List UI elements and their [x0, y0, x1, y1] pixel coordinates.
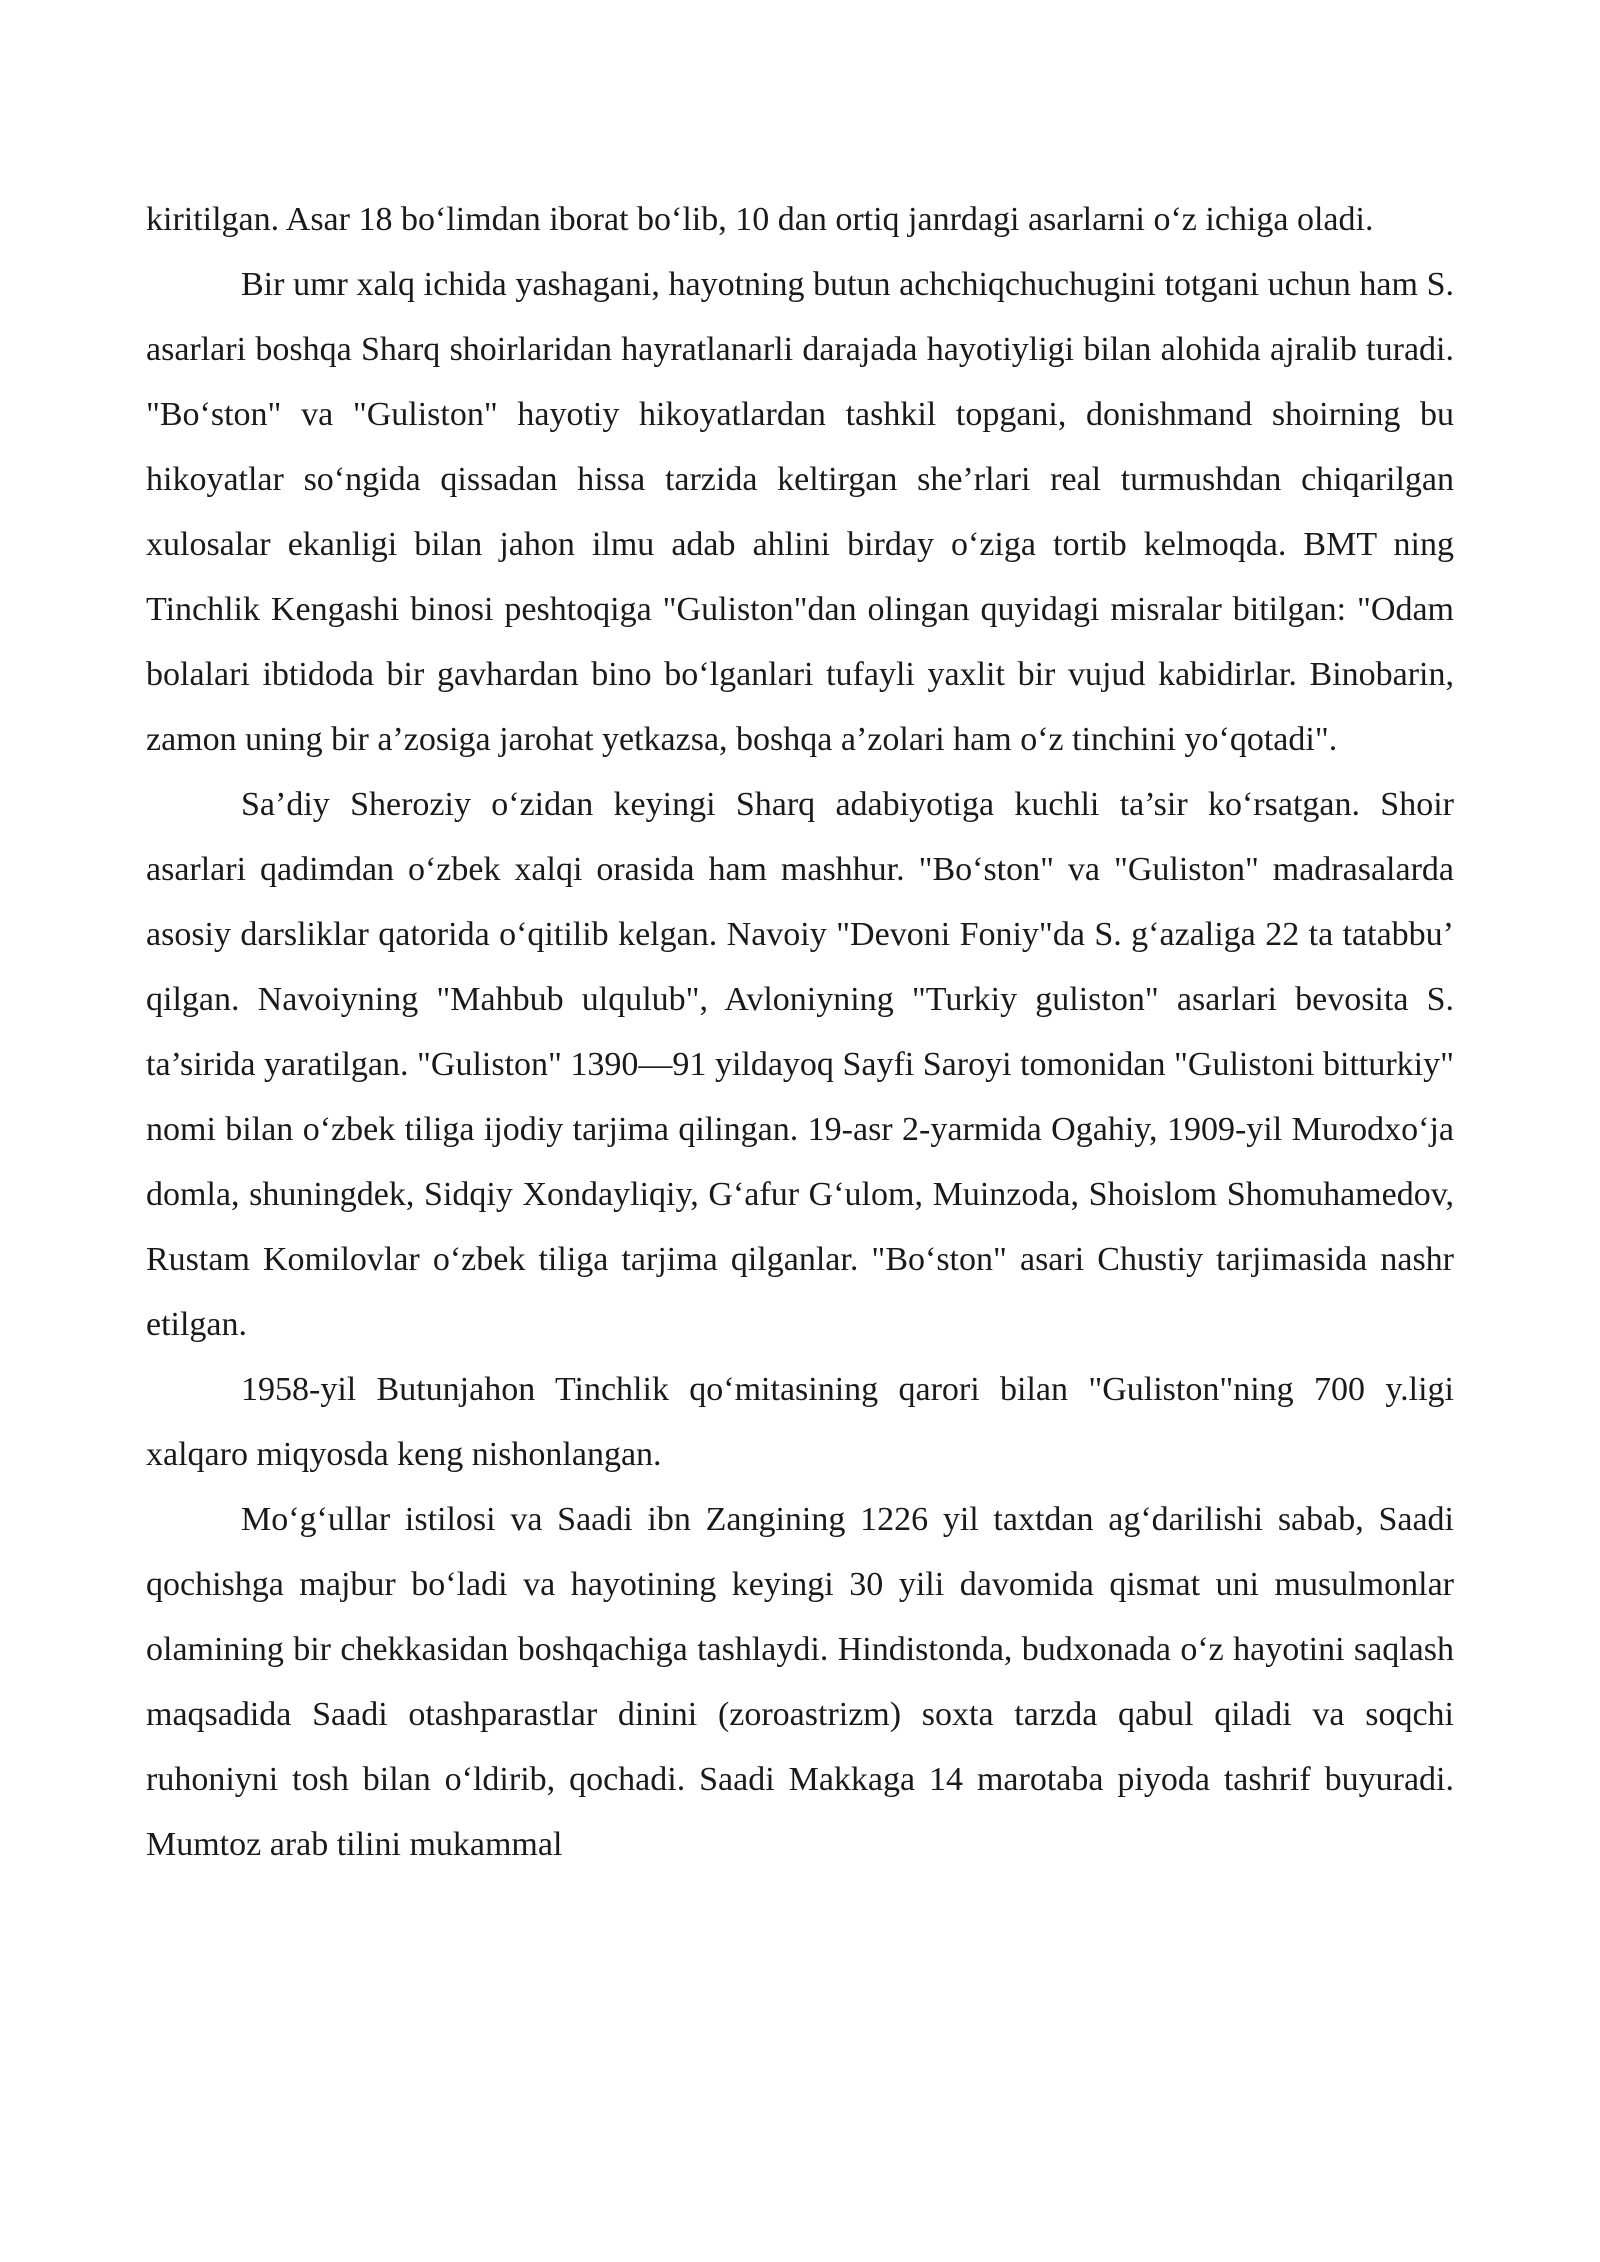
paragraph-3: Sa’diy Sheroziy o‘zidan keyingi Sharq adabiyotiga kuchli ta’sir ko‘rsatgan. Shoir asarlari qadimdan o‘zbek xalqi orasida ham mashhur. "Bo‘ston" va "Guliston" madrasalarda asosiy darsliklar qatorida o‘qitilib kelgan. Navoiy "Devoni Foniy"da S. g‘azaliga 22 ta tatabbu’ qilgan. Navoiyning "Mahbub ulqulub", Avloniyning "Turkiy guliston" asarlari bevosita S. ta’sirida yaratilgan. "Guliston" 1390—91 yildayoq Sayfi Saroyi tomonidan "Gulistoni bitturkiy" nomi bilan o‘zbek tiliga ijodiy tarjima qilingan. 19-asr 2-yarmida Ogahiy, 1909-yil Murodxo‘ja domla, shuningdek, Sidqiy Xondayliqiy, G‘afur G‘ulom, Muinzoda, Shoislom Shomuhamedov, Rustam Komilovlar o‘zbek tiliga tarjima qilganlar. "Bo‘ston" asari Chustiy tarjimasida nashr etilgan.: [146, 786, 1454, 1343]
paragraph-1: kiritilgan. Asar 18 bo‘limdan iborat bo‘lib, 10 dan ortiq janrdagi asarlarni o‘z ichiga oladi.: [146, 201, 1374, 238]
document-page: [146, 187, 1454, 1877]
paragraph-5: Mo‘g‘ullar istilosi va Saadi ibn Zangining 1226 yil taxtdan ag‘darilishi sabab, Saadi qochishga majbur bo‘ladi va hayotining keyingi 30 yili davomida qismat uni musulmonlar olamining bir chekkasidan boshqachiga tashlaydi. Hindistonda, budxonada o‘z hayotini saqlash maqsadida Saadi otashparastlar dinini (zoroastrizm) soxta tarzda qabul qiladi va soqchi ruhoniyni tosh bilan o‘ldirib, qochadi. Saadi Makkaga 14 marotaba piyoda tashrif buyuradi. Mumtoz arab tilini mukammal: [146, 1501, 1454, 1863]
paragraph-4: 1958-yil Butunjahon Tinchlik qo‘mitasining qarori bilan "Guliston"ning 700 y.ligi xalqaro miqyosda keng nishonlangan.: [146, 1371, 1454, 1473]
paragraph-2: Bir umr xalq ichida yashagani, hayotning butun achchiqchuchugini totgani uchun ham S. asarlari boshqa Sharq shoirlaridan hayratlanarli darajada hayotiyligi bilan alohida ajralib turadi. "Bo‘ston" va "Guliston" hayotiy hikoyatlardan tashkil topgani, donishmand shoirning bu hikoyatlar so‘ngida qissadan hissa tarzida keltirgan she’rlari real turmushdan chiqarilgan xulosalar ekanligi bilan jahon ilmu adab ahlini birday o‘ziga tortib kelmoqda. BMT ning Tinchlik Kengashi binosi peshtoqiga "Guliston"dan olingan quyidagi misralar bitilgan: "Odam bolalari ibtidoda bir gavhardan bino bo‘lganlari tufayli yaxlit bir vujud kabidirlar. Binobarin, zamon uning bir a’zosiga jarohat yetkazsa, boshqa a’zolari ham o‘z tinchini yo‘qotadi".: [146, 266, 1454, 758]
